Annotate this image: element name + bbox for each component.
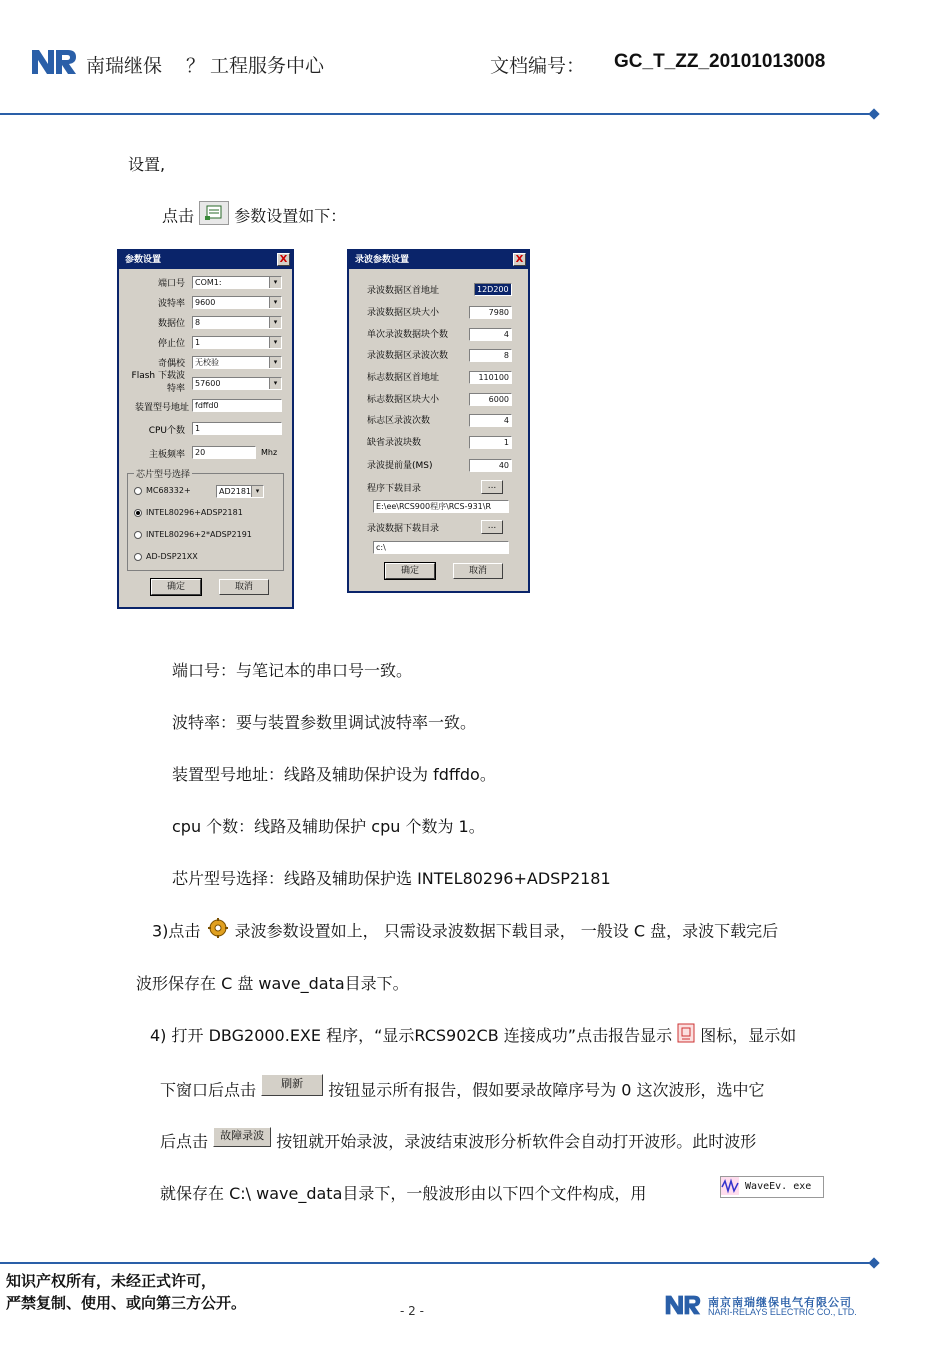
label-prog-dir: 程序下载目录	[367, 484, 422, 494]
label-rec-addr: 录波数据区首地址	[367, 286, 440, 296]
chip-type-group	[127, 470, 284, 571]
label-flag-record-count: 标志区录波次数	[367, 416, 431, 426]
param-settings-icon[interactable]	[199, 201, 229, 225]
step4-line3-prefix: 后点击	[160, 1132, 209, 1151]
chip-type-group-title: 芯片型号选择	[134, 467, 192, 480]
dialog1-title: 参数设置	[125, 255, 162, 265]
step4-suffix: 图标，显示如	[700, 1026, 797, 1045]
dialog2-cancel-button[interactable]: 取消	[453, 563, 503, 579]
data-dir-field[interactable]: c:\	[373, 541, 509, 554]
header-separator: ？	[186, 55, 206, 77]
copyright-stamp	[6, 1270, 246, 1314]
footer-rule-end	[868, 1257, 879, 1268]
chevron-down-icon: ▾	[269, 337, 281, 348]
chevron-down-icon: ▾	[269, 317, 281, 328]
step3-prefix: 3)点击	[152, 921, 201, 941]
text-line-setting: 设置,	[128, 155, 166, 174]
dialog1-close-button[interactable]: X	[277, 253, 290, 266]
radio-circle	[134, 531, 142, 539]
label-flag-block-size: 标志数据区块大小	[367, 395, 440, 405]
step3-suffix: 录波参数设置如上， 只需设录波数据下载目录， 一般设 C 盘，录波下载完后	[234, 921, 779, 941]
flash-baud-select[interactable]	[192, 377, 282, 390]
gear-icon[interactable]	[206, 917, 230, 939]
text-line-click-params	[162, 205, 346, 229]
header-company: 南瑞继保	[86, 55, 163, 77]
data-dir-browse-button[interactable]: ...	[481, 520, 503, 534]
device-address-field[interactable]: fdffd0	[192, 399, 282, 412]
radio-intel80296-2adsp2191[interactable]	[134, 530, 252, 539]
note-device-address: 装置型号地址：线路及辅助保护设为 fdffdo。	[172, 765, 496, 784]
cpu-count-field[interactable]: 1	[192, 422, 282, 435]
note-chip-type: 芯片型号选择：线路及辅助保护选 INTEL80296+ADSP2181	[172, 869, 611, 888]
label-device-address: 装置型号地址	[134, 403, 189, 413]
port-select[interactable]	[192, 276, 282, 289]
flag-addr-field[interactable]: 110100	[469, 371, 512, 384]
dialog1-cancel-button[interactable]: 取消	[219, 579, 269, 595]
radio-mc68332[interactable]	[134, 486, 191, 495]
footer-nr-logo	[664, 1294, 702, 1316]
label-board-freq: 主板频率	[148, 450, 185, 460]
radio-intel80296-adsp2181-label: INTEL80296+ADSP2181	[146, 508, 243, 517]
header-dept: 工程服务中心	[210, 55, 325, 77]
label-stopbits: 停止位	[157, 339, 185, 349]
flag-block-size-field[interactable]: 6000	[469, 393, 512, 406]
header-doc-label: 文档编号：	[490, 55, 586, 77]
step4-line3	[160, 1128, 757, 1153]
label-databits: 数据位	[157, 319, 185, 329]
refresh-button-image[interactable]: 刷新	[261, 1074, 323, 1096]
param-settings-dialog	[117, 249, 294, 609]
copyright-line1: 知识产权所有，未经正式许可，	[6, 1272, 217, 1290]
stopbits-select[interactable]	[192, 336, 282, 349]
label-flash-baud: Flash 下载波特率	[131, 371, 185, 394]
dialog2-titlebar	[349, 251, 528, 269]
nr-logo	[30, 48, 78, 76]
label-blocks-per-record: 单次录波数据块个数	[367, 330, 449, 340]
label-baud: 波特率	[157, 299, 185, 309]
rec-block-size-field[interactable]: 7980	[469, 306, 512, 319]
footer-rule	[0, 1262, 874, 1264]
chevron-down-icon: ▾	[269, 357, 281, 368]
prog-dir-browse-button[interactable]: ...	[481, 480, 503, 494]
step4-line3-suffix: 按钮就开始录波，录波结束波形分析软件会自动打开波形。此时波形	[276, 1132, 757, 1151]
step4-line4	[160, 1184, 646, 1204]
dialog2-close-button[interactable]: X	[513, 253, 526, 266]
note-port: 端口号：与笔记本的串口号一致。	[172, 661, 413, 680]
parity-select[interactable]	[192, 356, 282, 369]
text-params-suffix: 参数设置如下：	[234, 206, 347, 226]
step3-line1	[152, 921, 778, 943]
record-count-field[interactable]: 8	[469, 349, 512, 362]
record-settings-dialog	[347, 249, 530, 593]
dialog1-ok-button[interactable]: 确定	[151, 579, 201, 595]
header-doc-number: GC_T_ZZ_20101013008	[614, 51, 826, 72]
dialog1-titlebar	[119, 251, 292, 269]
databits-select[interactable]	[192, 316, 282, 329]
prog-dir-field[interactable]: E:\ee\RCS900程序\RCS-931\R	[373, 500, 509, 513]
footer-company-cn: 南京南瑞继保电气有限公司	[708, 1296, 852, 1309]
label-flag-addr: 标志数据区首地址	[367, 373, 440, 383]
mc-chip-select[interactable]	[216, 485, 264, 498]
pretrigger-field[interactable]: 40	[469, 459, 512, 472]
step4-prefix: 4) 打开 DBG2000.EXE 程序，“显示RCS902CB 连接成功”点击报告显示	[150, 1026, 673, 1045]
blocks-per-record-field[interactable]: 4	[469, 328, 512, 341]
label-default-blocks: 缺省录波块数	[367, 438, 422, 448]
rec-addr-field[interactable]: 12D200	[474, 283, 512, 296]
chevron-down-icon: ▾	[251, 486, 263, 497]
text-click-prefix: 点击	[162, 206, 195, 226]
chevron-down-icon: ▾	[269, 297, 281, 308]
step4-line2-suffix: 按钮显示所有报告，假如要录故障序号为 0 这次波形，选中它	[328, 1080, 765, 1100]
wave-icon	[721, 1177, 739, 1195]
databits-value: 8	[195, 318, 201, 327]
radio-circle	[134, 553, 142, 561]
fault-record-button-image[interactable]: 故障录波	[213, 1127, 271, 1147]
radio-circle-selected	[134, 509, 142, 517]
chevron-down-icon: ▾	[269, 378, 281, 389]
radio-intel80296-adsp2181[interactable]	[134, 508, 243, 517]
chevron-down-icon: ▾	[269, 277, 281, 288]
stopbits-value: 1	[195, 338, 201, 347]
report-display-icon[interactable]	[677, 1023, 695, 1043]
waveev-exe-label: WaveEv. exe	[745, 1181, 812, 1192]
waveev-exe-icon[interactable]	[720, 1176, 824, 1198]
board-freq-field[interactable]: 20	[192, 446, 256, 459]
step4-line1	[150, 1026, 796, 1047]
step3-line2: 波形保存在 C 盘 wave_data目录下。	[136, 974, 409, 993]
note-baud: 波特率：要与装置参数里调试波特率一致。	[172, 713, 477, 732]
radio-mc68332-label: MC68332+	[146, 486, 191, 495]
flag-record-count-field[interactable]: 4	[469, 414, 512, 427]
dialog2-title: 录波参数设置	[355, 255, 410, 265]
step4-line2	[160, 1077, 765, 1102]
flash-baud-value: 57600	[195, 379, 221, 388]
label-rec-block-size: 录波数据区块大小	[367, 308, 440, 318]
label-parity: 奇偶校	[157, 359, 185, 369]
page-number: - 2 -	[400, 1304, 424, 1318]
dialog2-ok-button[interactable]: 确定	[385, 563, 435, 579]
radio-circle	[134, 487, 142, 495]
label-port: 端口号	[157, 279, 185, 289]
default-blocks-field[interactable]: 1	[469, 436, 512, 449]
radio-intel80296-2adsp2191-label: INTEL80296+2*ADSP2191	[146, 530, 252, 539]
freq-unit: Mhz	[261, 448, 278, 457]
copyright-line2: 严禁复制、使用、或向第三方公开。	[6, 1294, 247, 1312]
header-rule	[0, 113, 874, 115]
note-cpu-count: cpu 个数：线路及辅助保护 cpu 个数为 1。	[172, 817, 485, 836]
label-record-count: 录波数据区录波次数	[367, 351, 449, 361]
parity-value: 无校验	[195, 358, 219, 367]
baud-value: 9600	[195, 298, 216, 307]
label-pretrigger: 录波提前量(MS)	[367, 461, 433, 471]
radio-ad-dsp21xx[interactable]	[134, 552, 198, 561]
baud-select[interactable]	[192, 296, 282, 309]
port-value: COM1:	[195, 278, 222, 287]
step4-line4-text: 就保存在 C:\ wave_data目录下，一般波形由以下四个文件构成，用	[160, 1184, 647, 1203]
label-data-dir: 录波数据下载目录	[367, 524, 440, 534]
radio-ad-dsp21xx-label: AD-DSP21XX	[146, 552, 198, 561]
label-cpu-count: CPU个数	[148, 426, 185, 436]
step4-line2-prefix: 下窗口后点击	[160, 1080, 257, 1100]
header-rule-end	[868, 108, 879, 119]
mc-chip-value: AD2181	[219, 487, 251, 496]
footer-company-en: NARI-RELAYS ELECTRIC CO., LTD.	[708, 1307, 857, 1317]
